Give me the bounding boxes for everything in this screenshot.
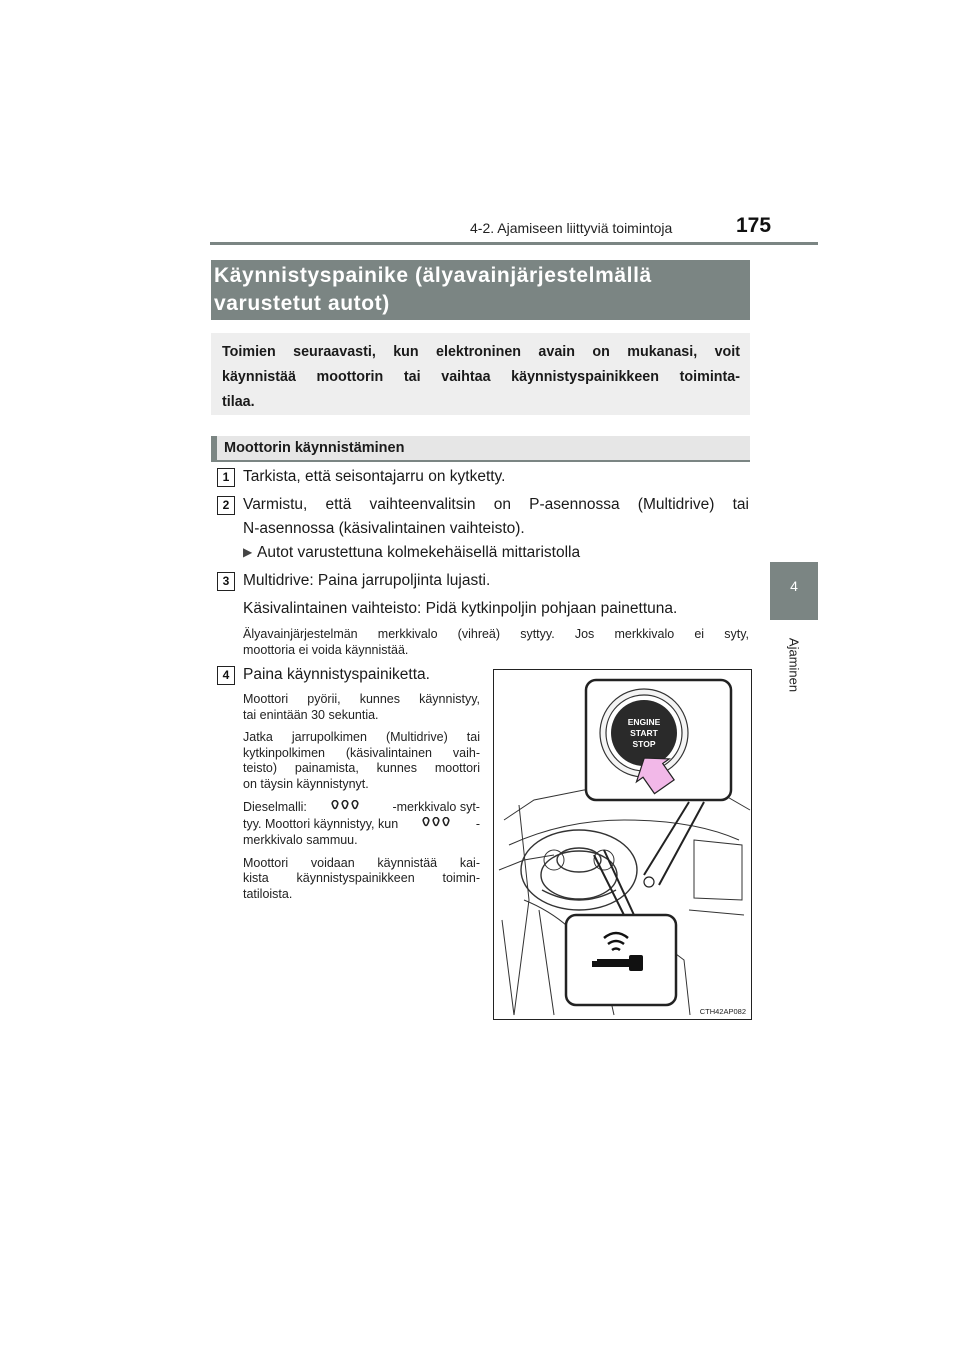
page-number: 175 — [736, 214, 772, 237]
note-p4-line-3: tatiloista. — [243, 886, 293, 901]
note-p4-line-1: Moottori voidaan käynnistää kai- — [243, 855, 480, 870]
step-1-text: Tarkista, että seisontajarru on kytketty. — [243, 468, 506, 485]
step-3-note-line-1: Älyavainjärjestelmän merkkivalo (vihreä) syttyy. Jos merkkivalo ei syty, — [243, 627, 749, 641]
note-p3-c: tyy. Moottori käynnistyy, kun — [243, 816, 399, 831]
note-p4-line-2: kista käynnistyspainikkeen toimin- — [243, 871, 480, 885]
note-p3-a: Dieselmalli: — [243, 799, 307, 814]
subsection-accent — [211, 436, 217, 462]
step-4-notes — [243, 692, 480, 902]
bullet-arrow-icon: ▶ — [243, 545, 253, 559]
step-3-line-2: Käsivalintainen vaihteisto: Pidä kytkinpoljin pohjaan painettuna. — [243, 600, 678, 617]
note-p3-d: - — [475, 816, 480, 831]
note-p3-line-2 — [243, 816, 480, 833]
figure-code: CTH42AP082 — [699, 1007, 746, 1016]
button-text-start: START — [630, 728, 658, 738]
step-2-line-1: Varmistu, että vaihteenvalitsin on P-asennossa (Multidrive) tai — [243, 496, 749, 513]
chapter-label: Ajaminen — [786, 637, 802, 693]
step-2-line-2: N-asennossa (käsivalintainen vaihteisto). — [243, 520, 525, 537]
intro-line-2: käynnistää moottorin tai vaihtaa käynnistyspainikkeen toiminta- — [222, 369, 740, 385]
step-badge-4: 4 — [217, 666, 235, 685]
step-4-text: Paina käynnistyspainiketta. — [243, 666, 430, 683]
button-text-stop: STOP — [632, 739, 656, 749]
dashboard-drawing — [494, 670, 751, 1019]
section-title: 4-2. Ajamiseen liittyviä toimintoja — [470, 220, 673, 236]
glow-plug-icon-2 — [421, 817, 453, 833]
page-title — [214, 262, 744, 318]
note-p1-line-2: tai enintään 30 sekuntia. — [243, 707, 379, 722]
subsection-title: Moottorin käynnistäminen — [224, 440, 405, 456]
note-p3-line-1 — [243, 799, 480, 816]
note-p3-b: -merkkivalo syt- — [392, 799, 480, 814]
note-p3-line-3: merkkivalo sammuu. — [243, 833, 358, 847]
header-rule — [210, 242, 818, 245]
title-line-2: varustetut autot) — [214, 292, 390, 315]
title-line-1: Käynnistyspainike (älyavainjärjestelmällä — [214, 264, 652, 287]
intro-line-1: Toimien seuraavasti, kun elektroninen avain on mukanasi, voit — [222, 344, 740, 360]
note-p2-line-2: kytkinpolkimen (käsivalintainen vaih- — [243, 745, 480, 760]
note-p2-line-3: teisto) painamista, kunnes moottori — [243, 761, 480, 775]
bullet-text: Autot varustettuna kolmekehäisellä mittaristolla — [257, 544, 581, 561]
note-p1-line-1: Moottori pyörii, kunnes käynnistyy, — [243, 692, 480, 706]
chapter-number: 4 — [790, 578, 798, 594]
glow-plug-icon — [329, 800, 371, 816]
intro-text — [222, 340, 740, 415]
note-p2-line-1: Jatka jarrupolkimen (Multidrive) tai — [243, 730, 480, 744]
step-badge-2: 2 — [217, 496, 235, 515]
intro-line-3: tilaa. — [222, 394, 255, 410]
step-3-note-line-2: moottoria ei voida käynnistää. — [243, 643, 409, 657]
chapter-label-wrap — [775, 630, 813, 700]
button-text-engine: ENGINE — [627, 717, 661, 727]
dashboard-illustration — [493, 669, 752, 1020]
step-badge-3: 3 — [217, 572, 235, 591]
note-p2-line-4: on täysin käynnistynyt. — [243, 776, 369, 791]
step-badge-1: 1 — [217, 468, 235, 487]
step-3-line-1: Multidrive: Paina jarrupoljinta lujasti. — [243, 572, 491, 589]
